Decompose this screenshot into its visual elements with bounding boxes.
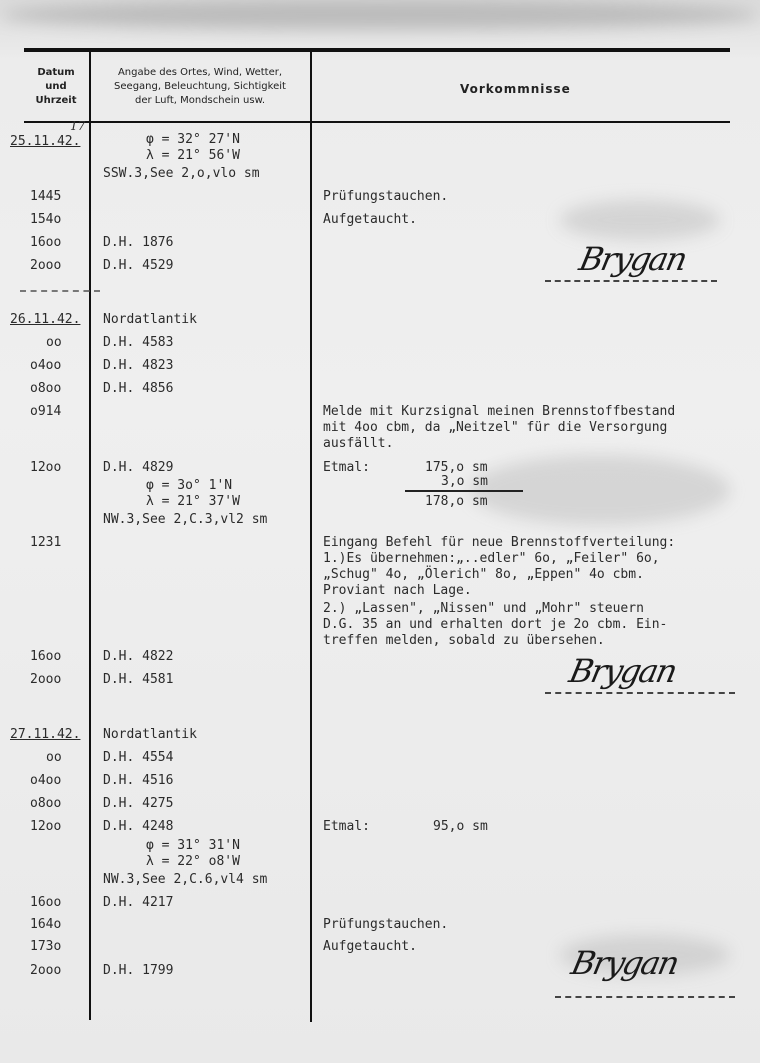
header-rule [24,121,730,123]
event-line: mit 4oo cbm, da „Neitzel" für die Versorgung [323,420,668,435]
header-ort: Angabe des Ortes, Wind, Wetter, Seegang, Beleuchtung, Sichtigkeit der Luft, Mondschein usw. [114,67,286,106]
location: D.H. 4217 [103,895,174,910]
region: Nordatlantik [103,312,197,327]
time: 12oo [30,460,62,475]
time: o8oo [30,381,62,396]
event-line: Proviant nach Lage. [323,583,472,598]
time: 173o [30,939,62,954]
time: 154o [30,212,62,227]
location: D.H. 4581 [103,672,174,687]
time: oo [46,335,62,350]
time: 16oo [30,895,62,910]
longitude: λ = 21° 37'W [146,494,240,509]
etmal-value: 175,o sm [425,460,488,475]
time: 12oo [30,819,62,834]
etmal-value: 95,o sm [433,819,488,834]
etmal-total: 178,o sm [425,494,488,509]
signature-line [555,996,735,998]
location: D.H. 1876 [103,235,174,250]
latitude: φ = 3o° 1'N [146,478,233,493]
time: o914 [30,404,62,419]
header-vorkommnisse: Vorkommnisse [460,82,571,96]
longitude: λ = 21° 56'W [146,148,240,163]
signature-line [545,692,735,694]
event-line: treffen melden, sobald zu übersehen. [323,633,605,648]
time: oo [46,750,62,765]
paper-top-shadow [0,0,760,30]
latitude: φ = 32° 27'N [146,132,240,147]
time: 16oo [30,649,62,664]
event-line: D.G. 35 an und erhalten dort je 2o cbm. Ein- [323,617,668,632]
column-divider-2 [310,52,312,1022]
location: D.H. 1799 [103,963,174,978]
location: D.H. 4248 [103,819,174,834]
event-line: 2.) „Lassen", „Nissen" und „Mohr" steuern [323,601,644,616]
etmal-label: Etmal: [323,460,370,475]
location: D.H. 4516 [103,773,174,788]
location: D.H. 4822 [103,649,174,664]
time: 164o [30,917,62,932]
location: D.H. 4583 [103,335,174,350]
event-line: „Schug" 4o, „Ölerich" 8o, „Eppen" 4o cbm. [323,567,644,582]
column-divider-1 [89,52,91,1020]
weather: NW.3,See 2,C.6,vl4 sm [103,872,268,887]
header-datum: Datum und Uhrzeit [35,67,77,106]
weather: NW.3,See 2,C.3,vl2 sm [103,512,268,527]
event-line: 1.)Es übernehmen:„..edler" 6o, „Feiler" 6o, [323,551,660,566]
event: Aufgetaucht. [323,939,417,954]
day-separator [20,290,100,292]
paper-smudge [560,200,720,240]
event: Prüfungstauchen. [323,189,449,204]
time: 2ooo [30,258,62,273]
time: o4oo [30,773,62,788]
time: 2ooo [30,963,62,978]
location: D.H. 4554 [103,750,174,765]
signature: Brygan [565,652,680,690]
date-label: 26.11.42. [10,312,81,327]
time: o8oo [30,796,62,811]
time: 2ooo [30,672,62,687]
longitude: λ = 22° o8'W [146,854,240,869]
top-rule [24,48,730,52]
etmal-correction: 3,o sm [441,474,488,489]
signature: Brygan [575,240,690,278]
location: D.H. 4829 [103,460,174,475]
event-line: ausfällt. [323,436,394,451]
location: D.H. 4823 [103,358,174,373]
latitude: φ = 31° 31'N [146,838,240,853]
time: 1231 [30,535,62,550]
event: Prüfungstauchen. [323,917,449,932]
location: D.H. 4856 [103,381,174,396]
time: 16oo [30,235,62,250]
sum-line [405,490,523,492]
signature: Brygan [567,944,682,982]
signature-line [545,280,717,282]
date-correction: 17 [70,119,86,133]
location: D.H. 4529 [103,258,174,273]
time: o4oo [30,358,62,373]
event: Aufgetaucht. [323,212,417,227]
weather: SSW.3,See 2,o,vlo sm [103,166,260,181]
location: D.H. 4275 [103,796,174,811]
time: 1445 [30,189,62,204]
date-label: 25.11.42. [10,134,81,149]
event-line: Melde mit Kurzsignal meinen Brennstoffbestand [323,404,676,419]
region: Nordatlantik [103,727,197,742]
date-label: 27.11.42. [10,727,81,742]
etmal-label: Etmal: [323,819,370,834]
event-line: Eingang Befehl für neue Brennstoffverteilung: [323,535,676,550]
